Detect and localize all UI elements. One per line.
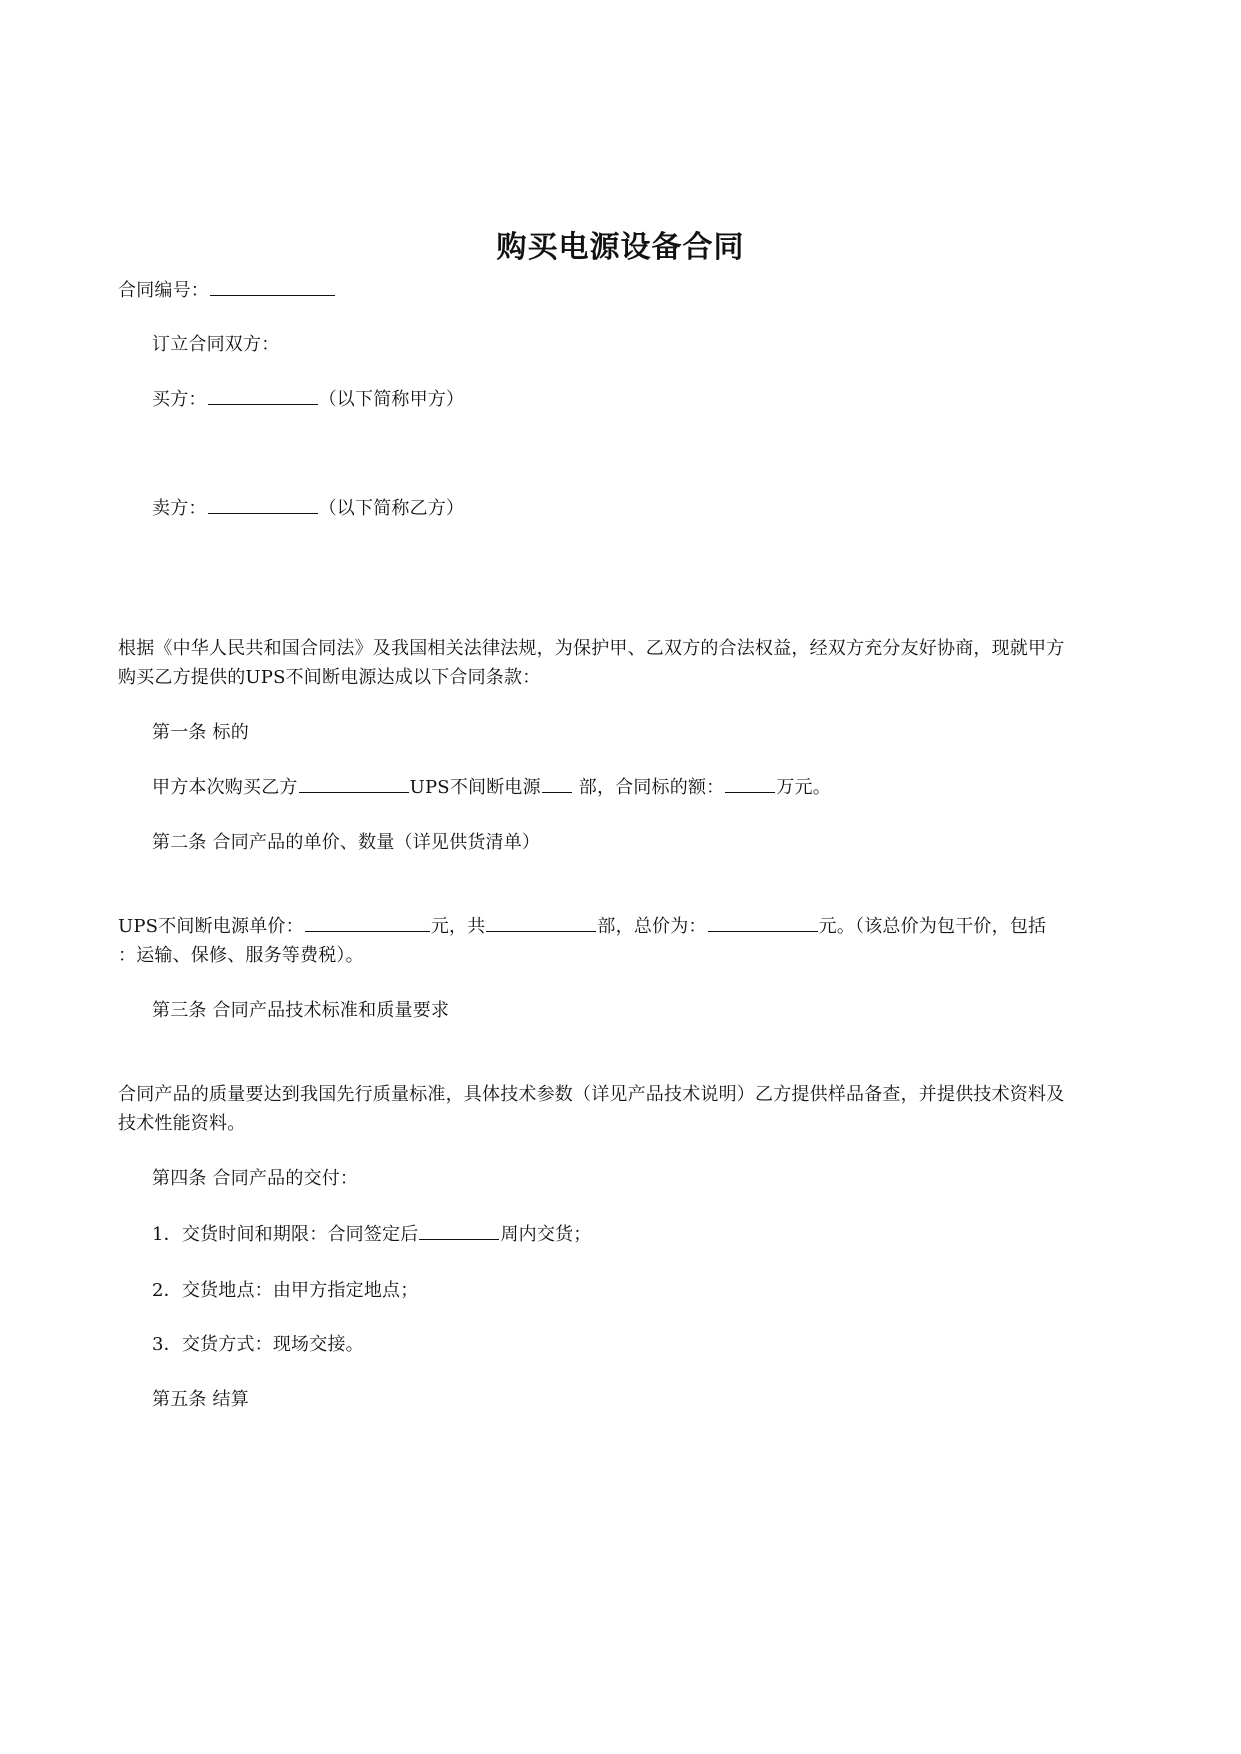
article-4-item-2: 2．交货地点：由甲方指定地点； [152, 1280, 419, 1301]
art2-total-blank [708, 913, 818, 932]
seller-blank [208, 495, 318, 514]
art4-weeks-blank [419, 1221, 499, 1240]
buyer-label: 买方： [152, 389, 207, 410]
buyer-suffix: （以下简称甲方） [318, 389, 465, 410]
document-title: 购买电源设备合同 [496, 230, 745, 265]
article-4-item-3: 3．交货方式：现场交接。 [152, 1334, 364, 1355]
article-1-heading: 第一条 标的 [152, 722, 249, 743]
art2-unit-price-blank [305, 913, 430, 932]
article-3-text-line-2: 技术性能资料。 [118, 1113, 246, 1134]
article-3-heading: 第三条 合同产品技术标准和质量要求 [152, 1000, 450, 1021]
art1-text-d: 万元。 [776, 777, 831, 798]
art1-quantity-blank [542, 774, 572, 793]
art2-text-b: 元，共 [430, 916, 486, 937]
art2-text-d: 元。（该总价为包干价，包括 [818, 916, 1047, 937]
preamble-line-2: 购买乙方提供的UPS不间断电源达成以下合同条款： [118, 667, 541, 688]
art2-text-c: 部，总价为： [597, 916, 707, 937]
buyer-blank [208, 386, 318, 405]
contract-number-line [118, 276, 336, 306]
art1-text-c: 部，合同标的额： [578, 777, 725, 798]
art2-text-a: UPS不间断电源单价： [118, 916, 304, 937]
article-3-text-line-1: 合同产品的质量要达到我国先行质量标准，具体技术参数（详见产品技术说明）乙方提供样品备查，并提供技术资料及 [118, 1084, 1065, 1105]
article-1-text [152, 773, 831, 803]
contract-number-label: 合同编号： [118, 280, 209, 301]
art4-item1-text-b: 周内交货； [500, 1224, 592, 1245]
seller-label: 卖方： [152, 498, 207, 519]
article-5-heading: 第五条 结算 [152, 1389, 249, 1410]
art1-text-b: UPS不间断电源 [409, 777, 541, 798]
seller-line [152, 494, 464, 524]
article-4-item-1 [152, 1220, 591, 1250]
article-2-text-line-2: ：运输、保修、服务等费税）。 [118, 945, 364, 966]
art1-amount-blank [725, 774, 775, 793]
article-2-text-line-1 [118, 912, 1046, 942]
seller-suffix: （以下简称乙方） [318, 498, 465, 519]
article-2-heading: 第二条 合同产品的单价、数量（详见供货清单） [152, 832, 541, 853]
parties-heading: 订立合同双方： [152, 334, 280, 355]
article-4-heading: 第四条 合同产品的交付： [152, 1168, 359, 1189]
art2-quantity-blank [486, 913, 596, 932]
art4-item1-text-a: 1．交货时间和期限：合同签定后 [152, 1224, 419, 1245]
buyer-line [152, 385, 464, 415]
art1-text-a: 甲方本次购买乙方 [152, 777, 298, 798]
contract-number-blank [210, 277, 335, 296]
art1-supplier-blank [299, 774, 409, 793]
preamble-line-1: 根据《中华人民共和国合同法》及我国相关法律法规，为保护甲、乙双方的合法权益，经双方充分友好协商，现就甲方 [118, 638, 1065, 659]
